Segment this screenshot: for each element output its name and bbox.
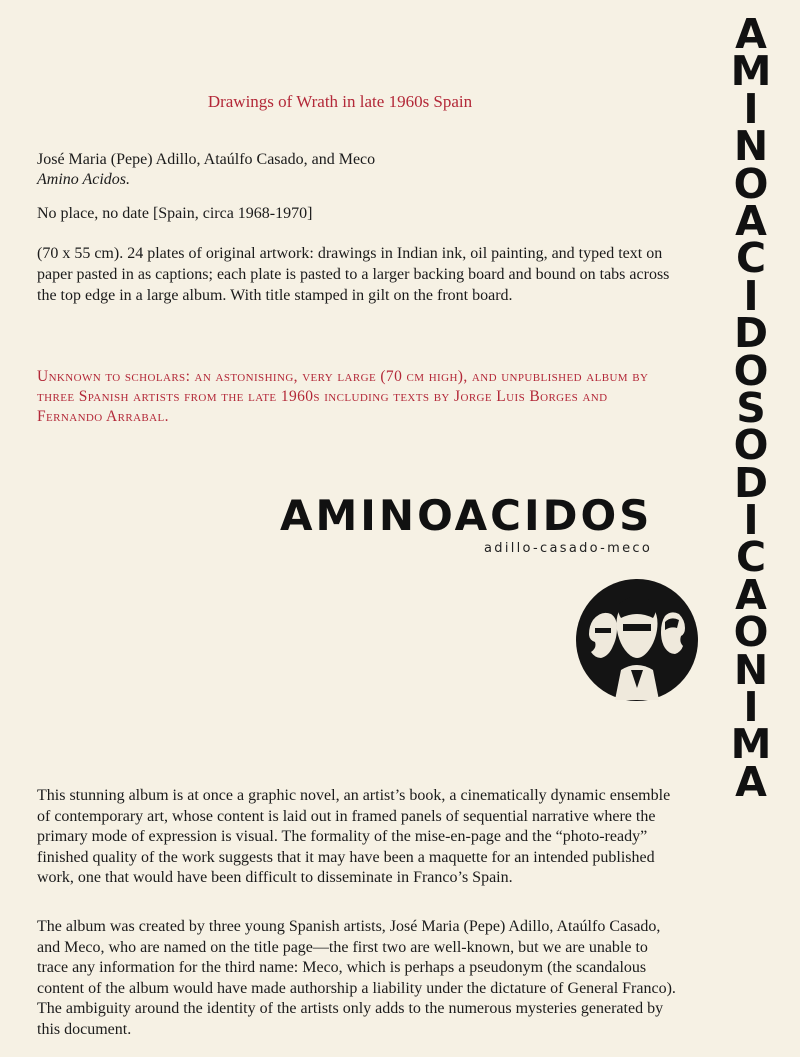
vertical-letter: N xyxy=(733,645,769,694)
highlight-statement: Unknown to scholars: an astonishing, very large (70 cm high), and unpublished album by three Spanish artists from the late 1960s including texts by Jorge Luis Borges and Fernando Arrabal. xyxy=(37,368,649,425)
body-paragraph-2: The album was created by three young Spanish artists, José Maria (Pepe) Adillo, Ataúlfo Casado, and Meco, who are named on the title page—the first two are well-known, but we are unable to trace any information for the third name: Meco, which is perhaps a pseudonym (the scandalous content of the album would have made authorship a liability under the dictature of General Franco). The ambiguity around the identity of the artists only adds to the numerous mysteries generated by this document. xyxy=(37,918,676,1038)
body-paragraph-1: This stunning album is at once a graphic novel, an artist’s book, a cinematically dynamic ensemble of contemporary art, whose content is laid out in framed panels of sequential narrative where the primary mode of expression is visual. The formality of the mise-en-page and the “photo-ready” finished quality of the work suggests that it may have been a maquette for an intended published work, one that would have been difficult to disseminate in Franco’s Spain. xyxy=(37,787,671,887)
vertical-letter: D xyxy=(733,458,769,507)
place-date: No place, no date [Spain, circa 1968-1970] xyxy=(37,205,313,222)
vertical-letter: M xyxy=(730,47,772,96)
vertical-letter: D xyxy=(733,309,769,358)
vertical-letter: I xyxy=(743,271,759,320)
vertical-letter: O xyxy=(733,346,769,395)
album-title-block xyxy=(280,491,720,556)
three-faces-emblem-icon xyxy=(575,578,699,702)
vertical-letter: I xyxy=(743,496,759,545)
vertical-letter: A xyxy=(735,196,767,245)
physical-description: (70 x 55 cm). 24 plates of original artwork: drawings in Indian ink, oil painting, and typed text on paper pasted in as captions; each plate is pasted to a larger backing board and bound on tabs across the top edge in a large album. With title stamped in gilt on the front board. xyxy=(37,245,670,304)
vertical-letter: O xyxy=(733,608,769,657)
vertical-letter: M xyxy=(730,720,772,769)
work-title: Amino Acidos. xyxy=(37,171,131,188)
vertical-letter: O xyxy=(733,421,769,470)
vertical-letter: O xyxy=(733,159,769,208)
vertical-letter: N xyxy=(733,122,769,171)
authors-block xyxy=(37,150,677,190)
author-names: José Maria (Pepe) Adillo, Ataúlfo Casado, and Meco xyxy=(37,151,376,168)
vertical-letter: A xyxy=(735,10,767,58)
album-subtitle: adillo-casado-meco xyxy=(484,541,653,556)
vertical-letter: S xyxy=(736,383,766,432)
album-title: AMINOACIDOS xyxy=(280,491,653,540)
vertical-letter: A xyxy=(735,757,767,806)
vertical-letter: C xyxy=(735,234,767,283)
page-heading: Drawings of Wrath in late 1960s Spain xyxy=(207,92,473,111)
vertical-letter: A xyxy=(735,570,767,619)
vertical-letter: C xyxy=(735,533,767,582)
vertical-letter: I xyxy=(743,84,759,133)
vertical-title-letters xyxy=(725,10,777,806)
vertical-letter: I xyxy=(743,683,759,732)
